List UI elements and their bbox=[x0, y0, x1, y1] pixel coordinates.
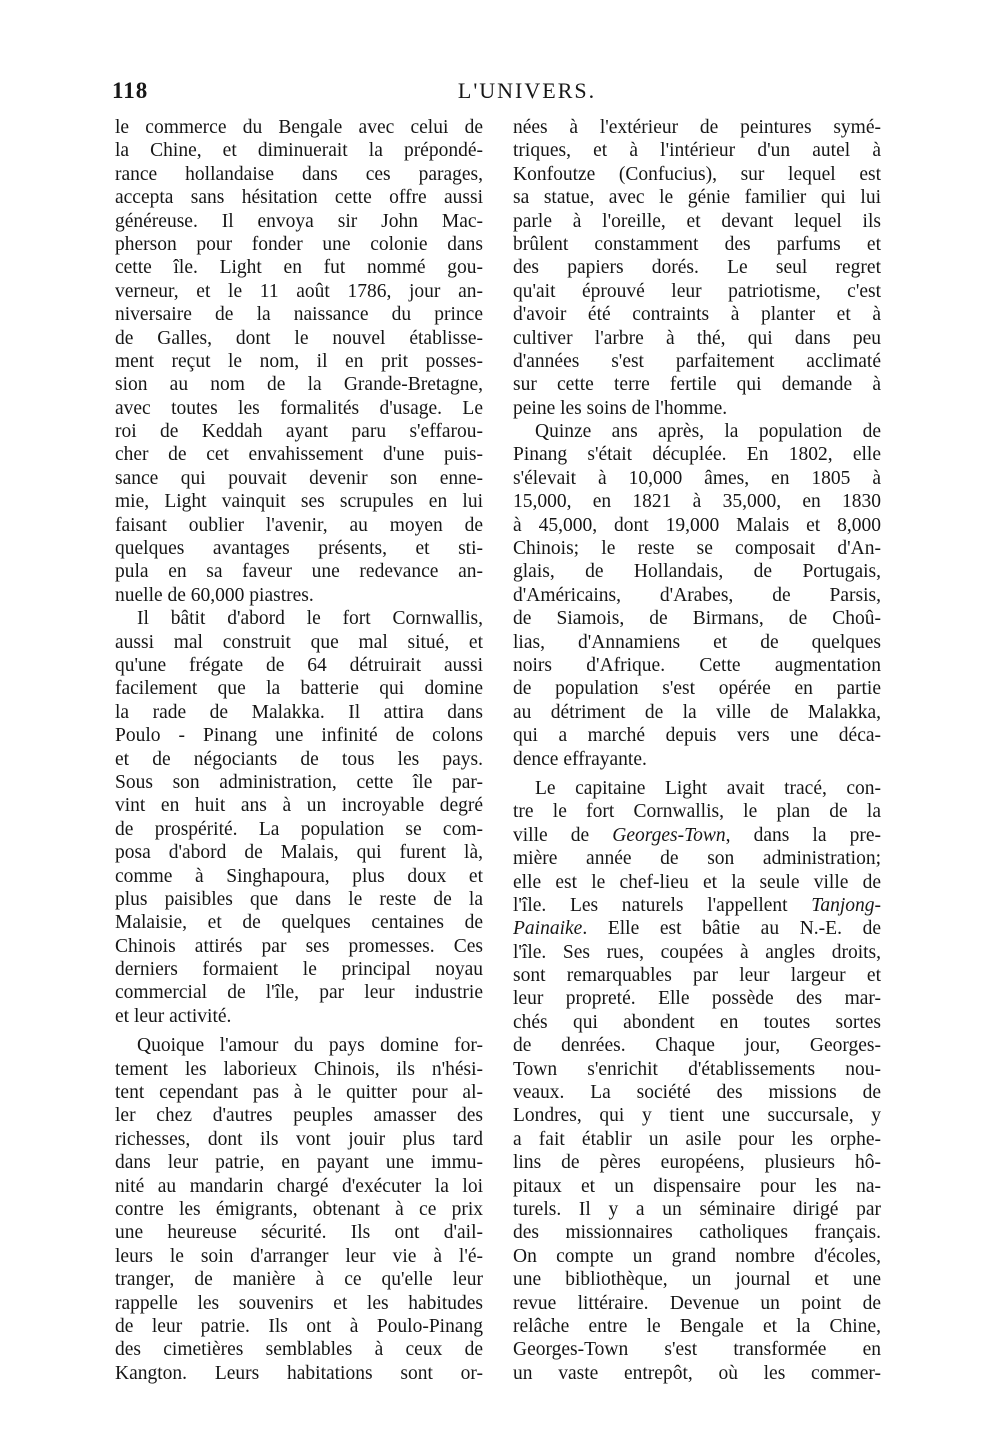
italic-place-name: Painaike bbox=[513, 918, 583, 940]
text-line: d'avoir été contraints à planter et à bbox=[513, 304, 881, 326]
text-line: d'années s'est parfaitement acclimaté bbox=[513, 350, 881, 372]
text-line: dans leur patrie, en payant une immu- bbox=[115, 1152, 483, 1174]
text-line: plus paisibles que dans le reste de la bbox=[115, 888, 483, 910]
text-line: quelques avantages présents, et sti- bbox=[115, 538, 483, 560]
text-line: posa d'abord de Malais, qui furent là, bbox=[115, 842, 483, 864]
text-line: triques, et à l'intérieur d'un autel à bbox=[513, 140, 881, 162]
text-line: Londres, qui y tient une succursale, y bbox=[513, 1105, 881, 1127]
paragraph bbox=[513, 777, 881, 1385]
text-line: de leur patrie. Ils ont à Poulo-Pinang bbox=[115, 1315, 483, 1337]
text-fragment: ville de bbox=[513, 824, 613, 846]
text-line: commercial de l'île, par leur industrie bbox=[115, 982, 483, 1004]
right-column bbox=[513, 116, 881, 1385]
text-line: leurs le soin d'arranger leur vie à l'é- bbox=[115, 1245, 483, 1267]
text-line: a fait établir un asile pour les orphe- bbox=[513, 1128, 881, 1150]
text-line: des papiers dorés. Le seul regret bbox=[513, 257, 881, 279]
text-line: aussi mal construit que mal situé, et bbox=[115, 631, 483, 653]
text-line: faisant oublier l'avenir, au moyen de bbox=[115, 514, 483, 536]
text-line: sa statue, avec le génie familier qui lui bbox=[513, 187, 881, 209]
page-header bbox=[112, 78, 900, 114]
text-line: parle à l'oreille, et devant lequel ils bbox=[513, 210, 881, 232]
text-line: des cimetières semblables à ceux de bbox=[115, 1339, 483, 1361]
text-line: peine les soins de l'homme. bbox=[513, 397, 728, 419]
text-line: ment reçut le nom, il en prit posses- bbox=[115, 350, 483, 372]
text-line: Chinois attirés par ses promesses. Ces bbox=[115, 935, 483, 957]
text-line: roi de Keddah ayant paru s'effarou- bbox=[115, 421, 483, 443]
text-line: On compte un grand nombre d'écoles, bbox=[513, 1245, 881, 1267]
text-line: des missionnaires catholiques français. bbox=[513, 1222, 881, 1244]
text-line: Le capitaine Light avait tracé, con- bbox=[535, 777, 881, 799]
text-line bbox=[513, 824, 881, 847]
text-line: cultiver l'arbre à thé, qui dans peu bbox=[513, 327, 881, 349]
running-title: L'UNIVERS. bbox=[457, 78, 597, 103]
text-line: Poulo - Pinang une infinité de colons bbox=[115, 725, 483, 747]
text-line: rappelle les souvenirs et les habitudes bbox=[115, 1292, 483, 1314]
left-column bbox=[115, 116, 483, 1385]
text-line: cher de cet envahissement d'une puis- bbox=[115, 444, 483, 466]
text-line: de population s'est opérée en partie bbox=[513, 678, 881, 700]
text-line: sion au nom de la Grande-Bretagne, bbox=[115, 374, 483, 396]
text-line bbox=[513, 917, 881, 940]
text-line: Sous son administration, cette île par- bbox=[115, 771, 483, 793]
text-line: glais, de Hollandais, de Portugais, bbox=[513, 561, 881, 583]
text-line: s'élevait à 10,000 âmes, en 1805 à bbox=[513, 467, 881, 489]
text-line: et leur activité. bbox=[115, 1005, 232, 1027]
text-line: elle est le chef-lieu et la seule ville de bbox=[513, 871, 881, 893]
text-fragment: . Elle est bâtie au N.-E. de bbox=[582, 918, 881, 940]
text-line: Kangton. Leurs habitations sont or- bbox=[115, 1362, 483, 1384]
text-line: verneur, et le 11 août 1786, jour an- bbox=[115, 280, 483, 302]
text-line: vint en huit ans à un incroyable degré bbox=[115, 795, 483, 817]
text-line: Quoique l'amour du pays domine for- bbox=[137, 1035, 483, 1057]
text-line: et de négociants de tous les pays. bbox=[115, 748, 483, 770]
text-line: nité au mandarin chargé d'exécuter la loi bbox=[115, 1175, 483, 1197]
text-line: mie, Light vainquit ses scrupules en lui bbox=[115, 491, 483, 513]
text-line: tranger, de manière à ce qu'elle leur bbox=[115, 1269, 483, 1291]
text-line: brûlent constamment des parfums et bbox=[513, 233, 881, 255]
text-line: la Chine, et diminuerait la prépondé- bbox=[115, 140, 483, 162]
text-line: veaux. La société des missions de bbox=[513, 1082, 881, 1104]
text-line bbox=[513, 894, 881, 917]
text-line: comme à Singhapoura, plus doux et bbox=[115, 865, 483, 887]
text-line: cette île. Light en fut nommé gou- bbox=[115, 257, 483, 279]
text-line: facilement que la batterie qui domine bbox=[115, 678, 483, 700]
text-line: revue littéraire. Devenue un point de bbox=[513, 1292, 881, 1314]
text-line: niversaire de la naissance du prince bbox=[115, 304, 483, 326]
text-line: derniers formaient le principal noyau bbox=[115, 959, 483, 981]
text-line: de denrées. Chaque jour, Georges- bbox=[513, 1035, 881, 1057]
text-line: mière année de son administration; bbox=[513, 848, 881, 870]
text-line: Konfoutze (Confucius), sur lequel est bbox=[513, 163, 881, 185]
text-line: avec toutes les formalités d'usage. Le bbox=[115, 397, 483, 419]
text-line: pitaux et un dispensaire pour les na- bbox=[513, 1175, 881, 1197]
text-line: relâche entre le Bengale et la Chine, bbox=[513, 1315, 881, 1337]
text-line: la rade de Malakka. Il attira dans bbox=[115, 701, 483, 723]
text-line: tement les laborieux Chinois, ils n'hési- bbox=[115, 1058, 483, 1080]
paragraph bbox=[513, 116, 881, 420]
italic-place-name: Georges-Town bbox=[612, 824, 726, 846]
text-line: au détriment de la ville de Malakka, bbox=[513, 701, 881, 723]
text-line: sont remarquables par leur largeur et bbox=[513, 965, 881, 987]
text-line: sance qui pouvait devenir son enne- bbox=[115, 467, 483, 489]
text-line: Quinze ans après, la population de bbox=[535, 421, 881, 443]
text-line: d'Américains, d'Arabes, de Parsis, bbox=[513, 584, 881, 606]
text-line: généreuse. Il envoya sir John Mac- bbox=[115, 210, 483, 232]
text-line: tent cependant pas à le quitter pour al- bbox=[115, 1082, 483, 1104]
text-line: une bibliothèque, un journal et une bbox=[513, 1269, 881, 1291]
italic-place-name: Tanjong- bbox=[811, 894, 881, 916]
text-line: lins de pères européens, plusieurs hô- bbox=[513, 1152, 881, 1174]
text-line: Chinois; le reste se composait d'An- bbox=[513, 538, 881, 560]
text-line: ler chez d'autres peuples amasser des bbox=[115, 1105, 483, 1127]
text-line: qu'une frégate de 64 détruirait aussi bbox=[115, 654, 483, 676]
text-line: turels. Il y a un séminaire dirigé par bbox=[513, 1198, 881, 1220]
text-line: leur propreté. Elle possède des mar- bbox=[513, 988, 881, 1010]
text-line: rance hollandaise dans ces parages, bbox=[115, 163, 483, 185]
text-line: qui a marché depuis vers une déca- bbox=[513, 725, 881, 747]
text-line: tre le fort Cornwallis, le plan de la bbox=[513, 801, 881, 823]
paragraph bbox=[513, 420, 881, 771]
paragraph bbox=[115, 607, 483, 1028]
text-fragment: l'île. Les naturels l'appellent bbox=[513, 894, 812, 916]
text-line: de prospérité. La population se com- bbox=[115, 818, 483, 840]
text-line: sur cette terre fertile qui demande à bbox=[513, 374, 881, 396]
text-line: Georges-Town s'est transformée en bbox=[513, 1339, 881, 1361]
text-line: 15,000, en 1821 à 35,000, en 1830 bbox=[513, 491, 881, 513]
text-line: lias, d'Annamiens et de quelques bbox=[513, 631, 881, 653]
text-line: pula en sa faveur une redevance an- bbox=[115, 561, 483, 583]
text-line: noirs d'Afrique. Cette augmentation bbox=[513, 654, 881, 676]
text-line: contre les émigrants, obtenant à ce prix bbox=[115, 1198, 483, 1220]
text-line: qu'ait éprouvé leur patriotisme, c'est bbox=[513, 280, 881, 302]
text-line: dence effrayante. bbox=[513, 748, 647, 770]
text-fragment: , dans la pre- bbox=[725, 824, 881, 846]
text-line: accepta sans hésitation cette offre aussi bbox=[115, 187, 483, 209]
text-line: une heureuse sécurité. Ils ont d'ail- bbox=[115, 1222, 483, 1244]
text-line: le commerce du Bengale avec celui de bbox=[115, 117, 483, 138]
text-line: Il bâtit d'abord le fort Cornwallis, bbox=[137, 608, 483, 630]
text-line: nuelle de 60,000 piastres. bbox=[115, 584, 314, 606]
text-line: richesses, dont ils vont jouir plus tard bbox=[115, 1128, 483, 1150]
text-line: pherson pour fonder une colonie dans bbox=[115, 233, 483, 255]
text-line: l'île. Ses rues, coupées à angles droits, bbox=[513, 941, 881, 963]
text-line: de Galles, dont le nouvel établisse- bbox=[115, 327, 483, 349]
text-line: Malaisie, et de quelques centaines de bbox=[115, 912, 483, 934]
text-line: de Siamois, de Birmans, de Choû- bbox=[513, 608, 881, 630]
page-number: 118 bbox=[112, 78, 149, 103]
paragraph bbox=[115, 116, 483, 607]
text-line: Pinang s'était décuplée. En 1802, elle bbox=[513, 444, 881, 466]
paragraph bbox=[115, 1034, 483, 1385]
text-line: à 45,000, dont 19,000 Malais et 8,000 bbox=[513, 514, 881, 536]
text-line: chés qui abondent en toutes sortes bbox=[513, 1011, 881, 1033]
text-line: nées à l'extérieur de peintures symé- bbox=[513, 117, 881, 138]
text-line: un vaste entrepôt, où les commer- bbox=[513, 1362, 881, 1384]
text-line: Town s'enrichit d'établissements nou- bbox=[513, 1058, 881, 1080]
